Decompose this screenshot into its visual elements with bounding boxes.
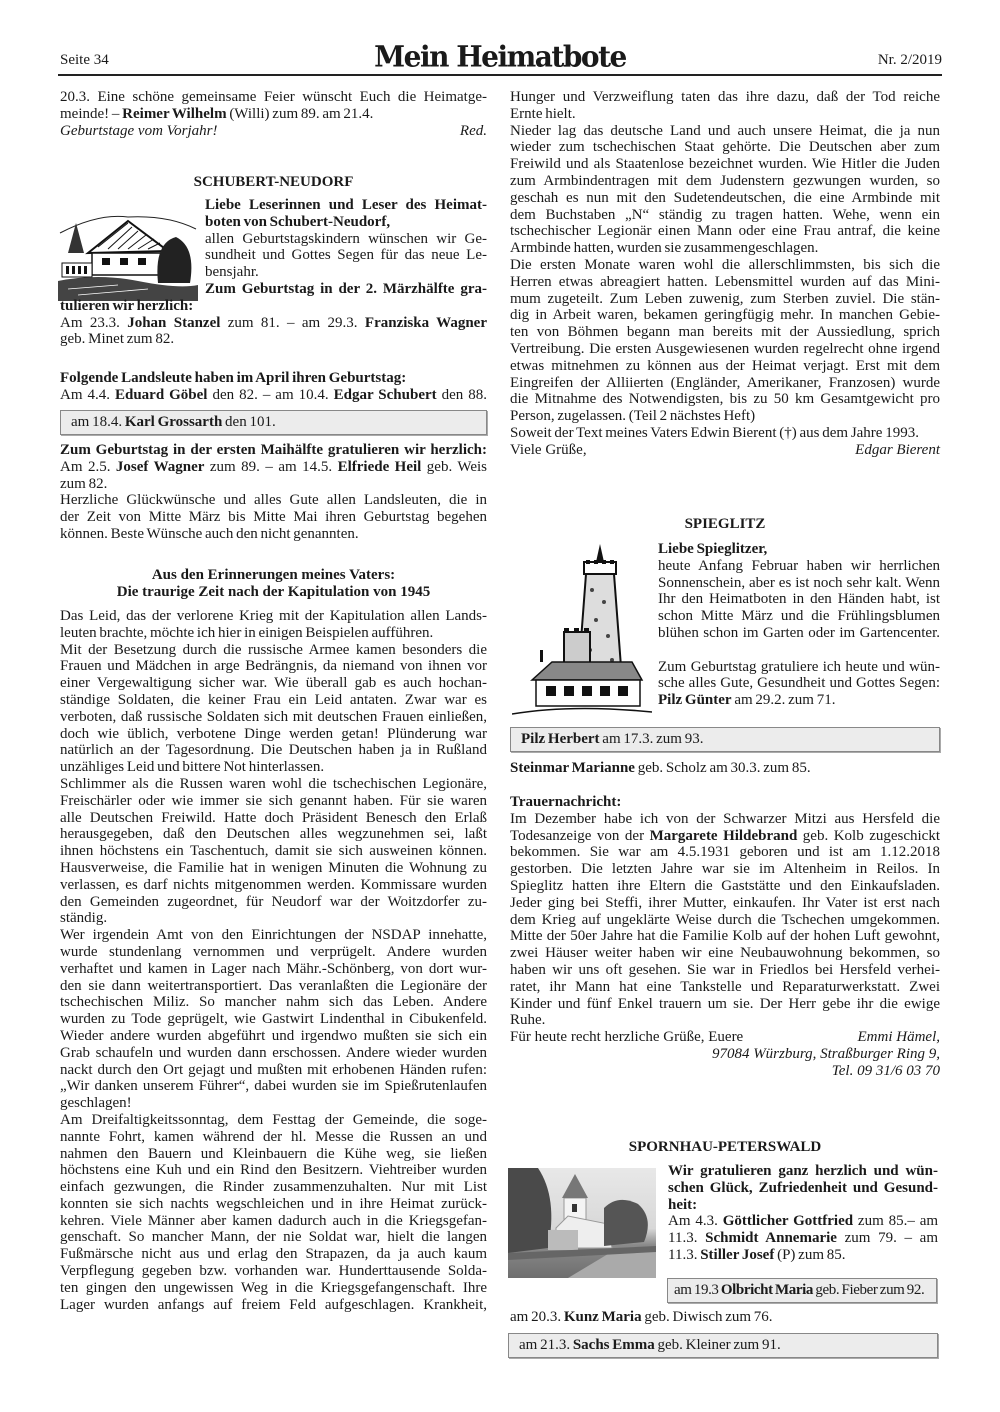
article-paragraph	[60, 927, 487, 1112]
text-line: Eingreifen der Alliierten (Engländer, Amerikaner, Franzosen) wurde	[510, 374, 940, 391]
text-line: unzähliges Leid und bittere Not hinterlassen.	[60, 759, 325, 776]
page-number: Seite 34	[60, 52, 109, 68]
text-line: dem Krieg auf ungeklärte Weise durch die Tschechen umgekommen.	[510, 911, 940, 928]
obituary-closing: Für heute recht herzliche Grüße, Euere	[510, 1029, 744, 1046]
article-paragraph	[510, 123, 940, 257]
article-paragraph	[510, 425, 940, 442]
text-line: genschaft. So mancher Mann, der nie Soldat war, hielt die langen	[60, 1229, 487, 1246]
text-line: ständige Soldaten, die keiner Frau ein Leid antaten. Zwar war es	[60, 691, 487, 708]
text-line: Die ersten Monate waren wohl die allerschlimmsten, bis sich die	[510, 256, 940, 273]
text-line: Hunger und Verzweiflung taten das ihre dazu, daß der Tod reiche	[510, 89, 940, 105]
person-name: Reimer Wilhelm	[122, 105, 227, 122]
article-signature	[510, 442, 940, 459]
text-line: höchstens eine Kuh und ein Rind den Besitzern. Viehtreiber wurden	[60, 1162, 487, 1179]
text-line: können. Beste Wünsche auch den nicht genannten.	[60, 525, 359, 542]
header-rule	[58, 74, 942, 76]
box-text: am 19.3 Olbricht Maria geb. Fieber zum 92.	[674, 1282, 925, 1298]
text-line: Grab schaufeln und wurden dann erschossen. Andere wieder wurden	[60, 1044, 487, 1061]
march-birthdays	[60, 315, 487, 349]
article-paragraph	[60, 776, 487, 927]
text-line: schen Glück, Zufriedenheit und Gesund-	[668, 1179, 938, 1196]
birthday-line: am 20.3. Kunz Maria geb. Diwisch zum 76.	[510, 1309, 773, 1325]
text-line: Am Dreifaltigkeitssonntag, dem Festtag der Gemeinde, die soge-	[60, 1111, 487, 1128]
text-line: dem Buchstaben „N“ ständig zu tragen hatten. Wehe, wenn ein	[510, 206, 940, 223]
march-heading-line: tulieren wir herzlich:	[60, 297, 194, 314]
text-line: gestorben. Die letzten Jahre war sie im Altenheim in Reilos. In	[510, 861, 940, 878]
greeting-heading	[205, 197, 487, 231]
highlight-box-pilz-herbert	[510, 727, 940, 752]
text-line: alle Deutschen Freiwild. Hatte doch Präsident Benesch den Erlaß	[60, 809, 487, 826]
text-line: Wieder andere wurden abgeführt und irgendwo mußten sie sich ein	[60, 1027, 487, 1044]
person-name: Stiller Josef	[700, 1246, 775, 1263]
tower-illustration	[512, 540, 652, 720]
person-name: Kunz Maria	[563, 1309, 642, 1325]
may-heading: Zum Geburtstag in der ersten Maihälfte gratulieren wir herzlich:	[60, 442, 487, 458]
obituary-text	[510, 811, 940, 1029]
spornhau-birthdays	[668, 1213, 938, 1263]
article-title-line-2: Die traurige Zeit nach der Kapitulation von 1945	[116, 584, 431, 600]
text-line: den Gemeinden zugeordnet, für Neudorf war der Woitzdorfer zu-	[60, 893, 487, 910]
text-line: natürlich an der Tagesordnung. Die Deutschen haben ja in Rußland	[60, 742, 487, 759]
text-line: ten von Böhmen begann man bereits mit der Aussiedlung, sprich	[510, 324, 940, 341]
april-birthdays: Am 4.4. Eduard Göbel den 82. – am 10.4. Edgar Schubert den 88.	[60, 386, 488, 403]
text-line: Am 4.3. Göttlicher Gottfried zum 85.– am	[668, 1213, 939, 1230]
text-line: Fußmärsche nicht aus und erlag den Strapazen, da ja auch kaum	[60, 1246, 487, 1263]
text-line: meinde! – Reimer Wilhelm (Willi) zum 89. am 21.4.	[60, 105, 374, 122]
article-greeting: Viele Grüße,	[510, 441, 587, 458]
text-line: 20.3. Eine schöne gemeinsame Feier wünscht Euch die Heimatge-	[60, 89, 487, 105]
person-name: Göttlicher Gottfried	[722, 1213, 854, 1230]
person-name: Olbricht Maria	[720, 1282, 814, 1298]
text-line: ratet, ihr Mann hat eine Tankstelle und Reparaturwerkstatt. Zwei	[510, 978, 940, 995]
person-name: Margarete Hildebrand	[649, 827, 798, 844]
article-paragraph	[510, 89, 940, 123]
article-paragraph	[60, 608, 487, 642]
highlight-box-sachs-emma	[508, 1333, 938, 1358]
text-line: zum 82.	[60, 475, 108, 492]
text-line: zwei Häuser weiter haben wir eine Neubauwohnung bekommen, so	[510, 945, 940, 962]
text-line: Ruhe.	[510, 1012, 546, 1029]
box-text: Pilz Herbert am 17.3. zum 93.	[521, 731, 704, 747]
schubert-greeting-block	[60, 197, 487, 348]
text-line: Ernte hielt.	[510, 105, 576, 122]
text-line: ihnen höchstens ein Taschentuch, damit sie sich ausweinen können.	[60, 843, 487, 860]
section-heading-spornhau-peterswald: SPORNHAU-PETERSWALD	[628, 1139, 822, 1155]
spornhau-intro	[668, 1163, 938, 1213]
text-line: sundheit und Gottes Segen für das neue Le-	[205, 247, 487, 264]
church-photo	[508, 1168, 656, 1278]
text-line: Person, zugelassen. (Teil 2 nächstes Heft)	[510, 408, 756, 425]
text-line: Jeder ging bei Steffi, ihrer Mutter, einkaufen. Ihr Vater ist erst nach	[510, 894, 940, 911]
person-name: Edgar Schubert	[333, 386, 437, 403]
text-line: Freiwild und als Staatenlose bezeichnet wurden. Wie Hitler die Juden	[510, 156, 940, 173]
may-birthdays	[60, 459, 487, 493]
text-line: leuten brachte, möchte ich hier in einigen Beispielen aufführen.	[60, 624, 434, 641]
text-line: Hausverweise, die Familie hat in wenigen Minuten die Wohnung zu	[60, 859, 487, 876]
spieglitz-salutation: Liebe Spieglitzer,	[658, 541, 768, 557]
text-line: kehren. Viele Männer aber kamen dadurch auch in die Kriegsgefan-	[60, 1212, 487, 1229]
greeting-text	[205, 231, 487, 281]
author-phone: Tel. 09 31/6 03 70	[831, 1062, 940, 1079]
text-line: nannte Fohrt, kamen während der hl. Messe die Russen an und	[60, 1128, 487, 1145]
text-line: bensjahr.	[205, 264, 259, 281]
highlight-box-karl-grossarth	[60, 410, 487, 435]
text-line: haben wir uns oft gesehen. Sie war in Friedlos bei Hersfeld verhei-	[510, 961, 940, 978]
article-paragraph	[60, 642, 487, 776]
text-line: Wir gratulieren ganz herzlich und wün-	[668, 1163, 938, 1179]
spornhau-greeting-block	[668, 1163, 938, 1264]
text-line: nackt durch den Ort gejagt und mußten mit erhobenen Händen rufen:	[60, 1061, 487, 1078]
text-line: wurde stundenlang vernommen und verprügelt. Andere wurden	[60, 943, 487, 960]
person-name: Pilz Günter	[658, 692, 732, 709]
text-line: heute Anfang Februar haben wir herrlichen	[658, 557, 940, 574]
march-heading-line: Zum Geburtstag in der 2. Märzhälfte gra-	[205, 280, 487, 297]
spieglitz-extra	[510, 760, 940, 777]
text-line: Am 2.5. Josef Wagner zum 89. – am 14.5. Elfriede Heil geb. Weis	[60, 458, 488, 475]
article-body-right	[510, 89, 940, 459]
box-text: am 21.3. Sachs Emma geb. Kleiner zum 91.	[519, 1337, 781, 1353]
obituary-author: Emmi Hämel,	[857, 1029, 940, 1046]
box-text: am 18.4. Karl Grossarth den 101.	[71, 414, 276, 430]
author-address: 97084 Würzburg, Straßburger Ring 9,	[711, 1045, 940, 1062]
text-line: Spieglitz hatten ihre Eltern die Gaststätte und den Einkaufsladen.	[510, 877, 940, 894]
article-author: Edgar Bierent	[855, 441, 940, 458]
obituary-block	[510, 794, 940, 1080]
text-line: Mitte der 50er Jahre hat die Familie Kolb auf der hohen Luft gewohnt,	[510, 928, 940, 945]
birthday-line: Steinmar Marianne geb. Scholz am 30.3. zum 85.	[510, 760, 811, 776]
text-line: Vertreibung. Die ersten Ausgewiesenen wurden regelrecht ohne irgend	[510, 340, 940, 357]
text-line: wurden zu Tode geprügelt, wie Gastwirt Lindenthal in Cibukenfeld.	[60, 1011, 487, 1028]
intro-note-row	[60, 123, 487, 140]
text-line: Pilz Günter am 29.2. zum 71.	[658, 692, 836, 709]
text-line: Das Leid, das der verlorene Krieg mit der Kapitulation allen Lands-	[60, 608, 487, 624]
text-line: tschechischen Miliz. So mancher nahm sich das Leben. Andere	[60, 994, 487, 1011]
text-line: Verpflegung gegeben bzw. vorhanden war. Hunderttausende Solda-	[60, 1263, 487, 1280]
obituary-heading: Trauernachricht:	[510, 794, 622, 810]
text-line: geschlagen!	[60, 1095, 132, 1112]
closing-wishes	[60, 492, 487, 542]
text-line: einer Vergewaltigung sicher war. Wie überall gab es auch hochan-	[60, 675, 487, 692]
text-line: ständig.	[60, 910, 108, 927]
text-line: boten von Schubert-Neudorf,	[205, 213, 391, 230]
article-paragraph	[510, 257, 940, 425]
text-line: Schlimmer als die Russen waren wohl die tschechischen Legionäre,	[60, 775, 487, 792]
text-line: heit:	[668, 1196, 698, 1213]
text-line: Freischärler oder wie immer sie sich genannt haben. Für sie waren	[60, 792, 487, 809]
text-line: 11.3. Stiller Josef (P) zum 85.	[668, 1246, 846, 1263]
may-block	[60, 442, 487, 543]
person-name: Franziska Wagner	[364, 314, 487, 331]
text-line: verboten, daß russische Soldaten sich mit deutschen Frauen einließen,	[60, 708, 487, 725]
section-heading-schubert-neudorf: SCHUBERT-NEUDORF	[193, 174, 354, 190]
masthead-logo: Mein Heimatbote	[374, 39, 626, 74]
article-paragraph	[60, 1112, 487, 1314]
text-line: konnten sie sich nachts wegschleichen und in ihre Heimat zurück-	[60, 1195, 487, 1212]
text-line: sche alles Gute, Gesundheit und Gottes Segen:	[658, 675, 940, 692]
article-body-left	[60, 608, 487, 1313]
article-title-line-1: Aus den Erinnerungen meines Vaters:	[151, 567, 396, 583]
text-line: verlassen, es darf nichts mitgenommen werden. Kommissare wurden	[60, 876, 487, 893]
text-line: Im Dezember habe ich von der Schwarzer Mitzi aus Hersfeld die	[510, 810, 940, 827]
text-line: mum zugeteilt. Zum Leben zuwenig, zum Sterben zuviel. Die stän-	[510, 290, 940, 307]
text-line: schon Mitte März und die Frühlingsblumen	[658, 608, 940, 625]
person-name: Elfriede Heil	[337, 458, 422, 475]
text-line: Herzliche Glückwünsche und alles Gute allen Landsleuten, die in	[60, 492, 487, 509]
person-name: Johan Stanzel	[127, 314, 221, 331]
text-line: Soweit der Text meines Vaters Edwin Bierent (†) aus dem Jahre 1993.	[510, 424, 919, 441]
text-line: tschechischer Legionär einen Mann oder eine Frau antraf, die keine	[510, 223, 940, 240]
person-name: Steinmar Marianne	[510, 760, 635, 776]
text-line: Nieder lag das deutsche Land und auch unsere Heimat, die ja nun	[510, 122, 940, 139]
text-line: nahmen den Bauern und Kleinbauern die Kühe weg, sie ließen	[60, 1145, 487, 1162]
text-line: wieder zum tschechischen Staat gehörte. Die Deutschen aber zum	[510, 139, 940, 156]
text-line: Herren etwas abreagiert hatten. Lebensmittel wurden auf das Mini-	[510, 273, 940, 290]
text-line: Todesanzeige von der Margarete Hildebrand geb. Kolb zugeschickt	[510, 827, 940, 844]
intro-paragraph	[60, 89, 487, 123]
text-line: einfach gezwungen, die Rinder zusammenzuhalten. Nur mit List	[60, 1179, 487, 1196]
text-line: Wer irgendein Amt von den Einrichtungen der NSDAP innehatte,	[60, 927, 487, 944]
text-line: der Zeit von Mitte März bis Mitte Mai ihren Geburtstag begehen	[60, 509, 487, 526]
editor-sign: Red.	[459, 122, 487, 139]
person-name: Eduard Göbel	[114, 386, 208, 403]
text-line: den sie dann weitertransportiert. Das veranlaßten die Legionäre der	[60, 977, 487, 994]
person-name: Pilz Herbert	[521, 731, 600, 747]
article-title	[60, 567, 487, 601]
text-line: doch wie üblich, verbotene Dinge werden getan! Plünderung war	[60, 725, 487, 742]
text-line: etwas mitnehmen zu können aus der Heimat verjagt. Erst mit dem	[510, 357, 940, 374]
spieglitz-text	[658, 558, 940, 642]
text-line: Kinder und fünf Enkel trauern um sie. Der Herr gebe ihr die ewige	[510, 995, 940, 1012]
text-line: dig in Arbeit waren, bekamen geringfügig mehr. In manchen Gebie-	[510, 307, 940, 324]
person-name: Josef Wagner	[115, 458, 205, 475]
highlight-box-olbricht-maria	[667, 1278, 937, 1303]
spieglitz-birthday	[658, 659, 940, 709]
text-line: herausgegeben, daß den Deutschen alles wegzunehmen sei, laßt	[60, 826, 487, 843]
text-line: bekommen. Sie war am 4.5.1931 geboren und ist am 1.12.2018	[510, 844, 940, 861]
text-line: blühen schon im Garten oder im Gartencenter.	[658, 624, 940, 641]
text-line: Liebe Leserinnen und Leser des Heimat-	[205, 197, 487, 213]
issue-number: Nr. 2/2019	[877, 52, 942, 68]
text-line: verhaftet und kamen in Lager nach Mähr.-Schönberg, von dort wur-	[60, 960, 487, 977]
text-line: „Wir danken unserem Führer“, dabei wurden sie im Spießrutenlaufen	[60, 1078, 487, 1095]
person-name: Schmidt Annemarie	[705, 1230, 837, 1247]
intro-note: Geburtstage vom Vorjahr!	[60, 122, 218, 139]
text-line: Am 23.3. Johan Stanzel zum 81. – am 29.3. Franziska Wagner	[60, 314, 487, 331]
text-line: ten gingen den ungewissen Weg in die Kriegsgefangenschaft. Ihre	[60, 1279, 487, 1296]
text-line: Frauen und Mädchen in arge Bedrängnis, da niemand von ihnen vor	[60, 658, 487, 675]
obituary-signature	[510, 1029, 940, 1046]
text-line: Ihr den Heimatboten in den Händen habt, ist	[658, 591, 940, 608]
april-heading: Folgende Landsleute haben im April ihren Geburtstag:	[60, 370, 407, 386]
text-line: Sonnenschein, aber es ist noch sehr kalt. Wenn	[658, 574, 940, 591]
text-line: Mit der Besetzung durch die russische Armee kamen besonders die	[60, 641, 487, 658]
spacer	[658, 642, 940, 659]
text-line: Armbinde hatten, wurden sie zusammengeschlagen.	[510, 240, 819, 257]
spieglitz-greeting-block	[658, 541, 940, 709]
text-line: allen Geburtstagskindern wünschen wir Ge-	[205, 230, 487, 247]
april-block	[60, 370, 487, 404]
spornhau-extra	[510, 1309, 940, 1326]
text-line: Zum Geburtstag gratuliere ich heute und wün-	[658, 658, 940, 675]
person-name: Sachs Emma	[572, 1337, 655, 1353]
intro-section	[60, 89, 487, 139]
text-line: die Mitnahme des Notwendigsten, bis zu 50 km Gesamtgewicht pro	[510, 391, 940, 408]
text-line: geb. Minet zum 82.	[60, 331, 175, 348]
person-name: Karl Grossarth	[124, 414, 223, 430]
text-line: 11.3. Schmidt Annemarie zum 79. – am	[668, 1230, 938, 1247]
text-line: zum Armbindentragen mit dem Judenstern gezwungen wurden, so	[510, 172, 940, 189]
text-line: Lager wurden anfangs auf freiem Feld aufgeschlagen. Krankheit,	[60, 1296, 487, 1313]
text-line: geschah es nun mit den Sudetendeutschen, die eine Armbinde mit	[510, 189, 940, 206]
section-heading-spieglitz: SPIEGLITZ	[684, 516, 766, 532]
